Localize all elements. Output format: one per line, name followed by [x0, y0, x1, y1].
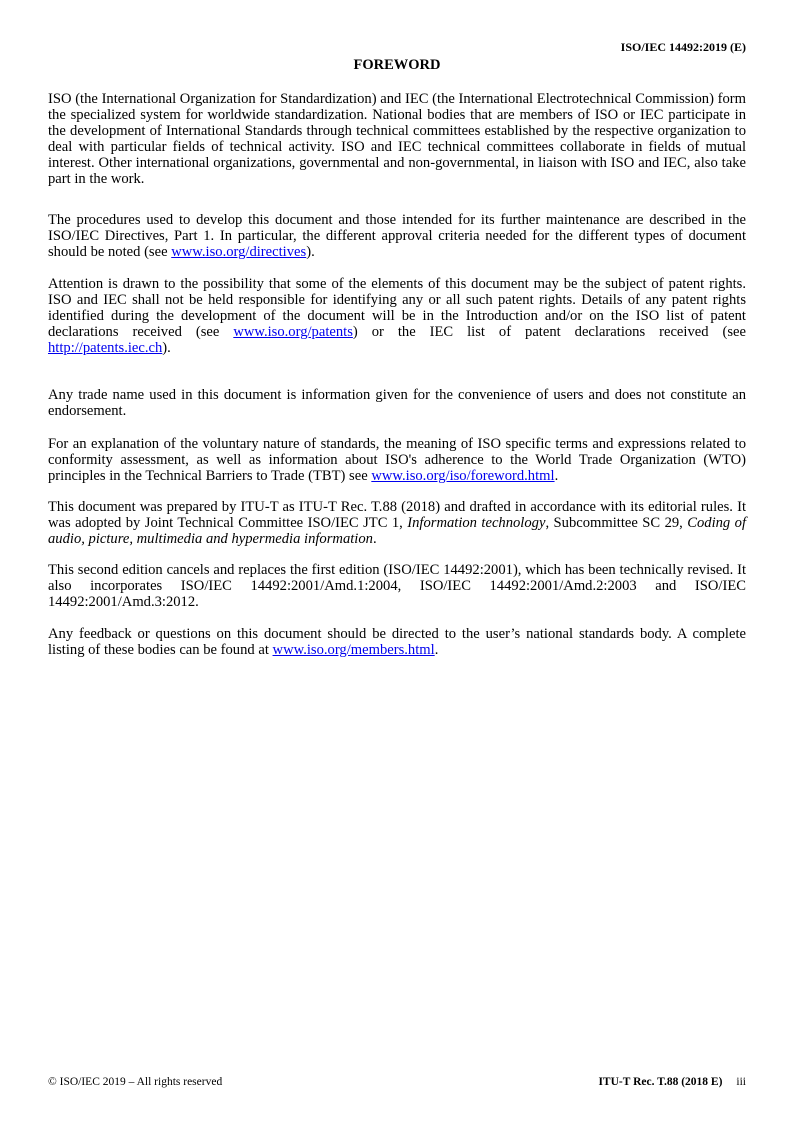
paragraph — [48, 499, 746, 547]
text: For an explanation of the voluntary nature of standards, the meaning of ISO specific terms and expressions related to conformity assessment, as well as information about ISO's adherence to the World Trade Organization (WTO) principles in the Technical Barriers to Trade (TBT) see — [48, 436, 746, 484]
paragraph — [48, 387, 746, 419]
paragraph — [48, 91, 746, 187]
text: . — [554, 468, 559, 484]
paragraph — [48, 562, 746, 610]
link[interactable]: www.iso.org/patents — [233, 324, 353, 340]
link[interactable]: http://patents.iec.ch — [48, 340, 163, 356]
paragraph — [48, 626, 746, 658]
link[interactable]: www.iso.org/iso/foreword.html — [371, 468, 555, 484]
paragraph — [48, 212, 746, 260]
paragraph — [48, 276, 746, 356]
text: The procedures used to develop this document and those intended for its further maintenance are described in the ISO/IEC Directives, Part 1. In particular, the different approval criteria needed for the different types of document should be noted (see — [48, 212, 746, 260]
text: ). — [162, 340, 171, 356]
page-title: FOREWORD — [353, 57, 441, 73]
link[interactable]: www.iso.org/members.html — [272, 642, 435, 658]
footer-right — [598, 1076, 746, 1088]
text: Any feedback or questions on this document should be directed to the user’s national standards body. A complete listing of these bodies can be found at — [48, 626, 746, 658]
italic-text: Coding of audio, picture, multimedia and hypermedia information — [48, 515, 747, 547]
text: Attention is drawn to the possibility that some of the elements of this document may be the subject of patent rights. ISO and IEC shall not be held responsible for identifying any or all such patent rights. Details of any patent rights identified during the development of the document will be in the Introduction and/or on the ISO list of patent declarations received (see — [48, 276, 746, 340]
text: This second edition cancels and replaces the first edition (ISO/IEC 14492:2001), which has been technically revised. It also incorporates ISO/IEC 14492:2001/Amd.1:2004, ISO/IEC 14492:2001/Amd.2:2003 and ISO/IEC 14492:2001/Amd.3:2012. — [48, 562, 746, 610]
text: . — [372, 531, 377, 547]
text: ) or the IEC list of patent declarations received (see — [352, 324, 746, 340]
footer-rec: ITU-T Rec. T.88 (2018 E) — [598, 1076, 723, 1088]
text: ). — [306, 244, 315, 260]
running-header: ISO/IEC 14492:2019 (E) — [620, 40, 746, 54]
link[interactable]: www.iso.org/directives — [171, 244, 307, 260]
footer-copyright: © ISO/IEC 2019 – All rights reserved — [48, 1076, 223, 1088]
italic-text: Information technology — [407, 515, 546, 531]
paragraph — [48, 436, 746, 484]
text: ISO (the International Organization for Standardization) and IEC (the International Electrotechnical Commission) form the specialized system for worldwide standardization. National bodies that are members of ISO or IEC participate in the development of International Standards through technical committees established by the respective organization to deal with particular fields of technical activity. ISO and IEC technical committees collaborate in fields of mutual interest. Other international organizations, governmental and non-governmental, in liaison with ISO and IEC, also take part in the work. — [48, 91, 746, 187]
text: Any trade name used in this document is information given for the convenience of users and does not constitute an endorsement. — [48, 387, 746, 419]
page-number: iii — [736, 1076, 746, 1088]
text: This document was prepared by ITU-T as ITU-T Rec. T.88 (2018) and drafted in accordance with its editorial rules. It was adopted by Joint Technical Committee ISO/IEC JTC 1, — [48, 499, 746, 531]
text: . — [434, 642, 439, 658]
text: , Subcommittee SC 29, — [545, 515, 688, 531]
